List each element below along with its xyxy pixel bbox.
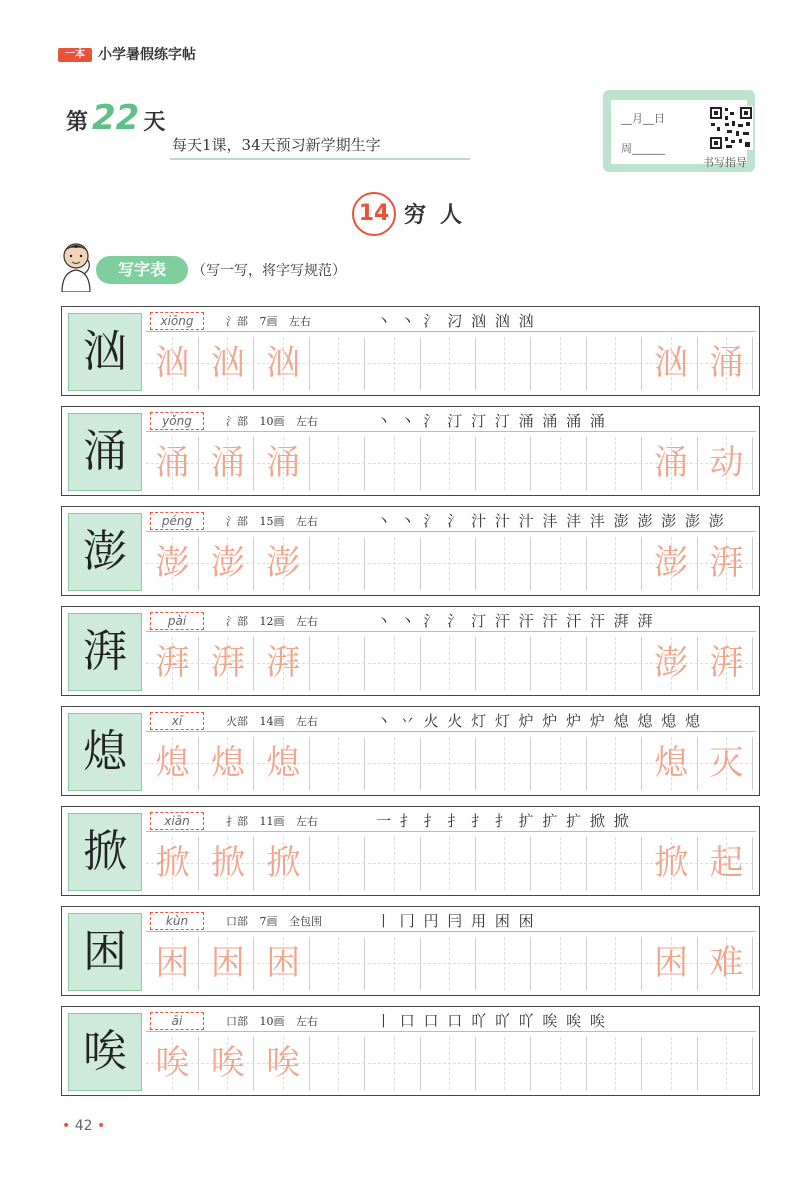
writing-guide-label: 书写指导: [703, 156, 747, 169]
writing-cell[interactable]: [368, 337, 421, 390]
day-heading: [66, 98, 165, 138]
trace-character: 唉: [155, 1043, 190, 1083]
writing-cell[interactable]: [368, 837, 421, 890]
character-info: [146, 509, 756, 532]
pinyin-box: [150, 912, 204, 930]
subtitle: 每天1课，34天预习新学期生字: [172, 136, 381, 154]
structure: 全包围: [289, 915, 322, 928]
trace-character: 唉: [210, 1043, 245, 1083]
word-trace-character: 湃: [709, 543, 744, 583]
practice-row: [61, 906, 760, 996]
pinyin-box: [150, 312, 204, 330]
writing-grid: [146, 937, 756, 991]
character-meta: [226, 713, 318, 729]
practice-row: [61, 306, 760, 396]
model-character-cell: [68, 713, 142, 791]
word-trace-character: 困: [654, 943, 689, 983]
writing-grid: [146, 537, 756, 591]
page-number: • 42 •: [62, 1118, 106, 1134]
character-meta: [226, 313, 311, 329]
pinyin: āi: [171, 1014, 183, 1028]
model-character: 掀: [83, 826, 127, 877]
pinyin: yǒng: [162, 414, 192, 428]
trace-character: 困: [210, 943, 245, 983]
model-character-cell: [68, 613, 142, 691]
book-title: 小学暑假练字帖: [98, 47, 196, 63]
writing-cell[interactable]: [534, 437, 587, 490]
structure: 左右: [296, 715, 318, 728]
writing-cell[interactable]: [368, 737, 421, 790]
pinyin-box: [150, 712, 204, 730]
writing-cell[interactable]: [534, 637, 587, 690]
model-character: 唉: [83, 1026, 127, 1077]
trace-character: 涌: [155, 443, 190, 483]
model-character-cell: [68, 1013, 142, 1091]
writing-cell[interactable]: [312, 437, 365, 490]
writing-cell[interactable]: [478, 437, 531, 490]
radical: 口部: [226, 1015, 248, 1028]
writing-cell[interactable]: [534, 1037, 587, 1090]
date-box: [603, 90, 755, 172]
stroke-order: 丶 丷 火 火 灯 灯 炉 炉 炉 炉 熄 熄 熄 熄: [376, 712, 702, 730]
writing-cell[interactable]: [589, 937, 642, 990]
character-info: [146, 809, 756, 832]
word-trace-character: 澎: [654, 643, 689, 683]
word-trace-character: 澎: [654, 543, 689, 583]
trace-character: 唉: [266, 1043, 301, 1083]
date-week: 周______: [621, 142, 665, 155]
writing-cell[interactable]: [423, 337, 476, 390]
model-character: 汹: [83, 326, 127, 377]
trace-character: 澎: [155, 543, 190, 583]
practice-row: [61, 606, 760, 696]
character-info: [146, 709, 756, 732]
structure: 左右: [296, 515, 318, 528]
structure: 左右: [296, 1015, 318, 1028]
stroke-order: 丶 丶 氵 氵 汀 汗 汗 汗 汗 汗 湃 湃: [376, 612, 655, 630]
writing-grid: [146, 737, 756, 791]
writing-cell[interactable]: [312, 337, 365, 390]
writing-cell[interactable]: [589, 737, 642, 790]
date-inner: [611, 100, 747, 169]
writing-cell[interactable]: [645, 1037, 698, 1090]
section-note: （写一写，将字写规范）: [192, 263, 346, 279]
writing-cell[interactable]: [589, 437, 642, 490]
writing-cell[interactable]: [589, 637, 642, 690]
trace-character: 汹: [155, 343, 190, 383]
writing-grid: [146, 337, 756, 391]
pinyin: kùn: [165, 914, 189, 928]
structure: 左右: [296, 815, 318, 828]
pinyin: pài: [167, 614, 187, 628]
trace-character: 汹: [210, 343, 245, 383]
stroke-order: 丶 丶 氵 汀 汀 汀 涌 涌 涌 涌: [376, 412, 607, 430]
model-character-cell: [68, 913, 142, 991]
structure: 左右: [289, 315, 311, 328]
model-character-cell: [68, 413, 142, 491]
writing-cell[interactable]: [534, 837, 587, 890]
trace-character: 湃: [210, 643, 245, 683]
word-trace-character: 难: [709, 943, 744, 983]
radical: 氵部: [226, 315, 248, 328]
writing-cell[interactable]: [312, 937, 365, 990]
writing-cell[interactable]: [312, 737, 365, 790]
trace-character: 湃: [155, 643, 190, 683]
stroke-order: 丨 冂 円 冃 用 困 困: [376, 912, 536, 930]
writing-cell[interactable]: [589, 337, 642, 390]
writing-cell[interactable]: [534, 537, 587, 590]
writing-cell[interactable]: [478, 937, 531, 990]
writing-cell[interactable]: [478, 737, 531, 790]
practice-row: [61, 706, 760, 796]
model-character: 澎: [83, 526, 127, 577]
writing-cell[interactable]: [368, 437, 421, 490]
stroke-order: 一 扌 扌 扌 扌 扌 扩 扩 扩 掀 掀: [376, 812, 631, 830]
trace-character: 掀: [210, 843, 245, 883]
writing-cell[interactable]: [368, 937, 421, 990]
stroke-count: 15画: [259, 515, 285, 528]
radical: 口部: [226, 915, 248, 928]
writing-cell[interactable]: [368, 1037, 421, 1090]
pinyin: xiōng: [160, 314, 194, 328]
radical: 火部: [226, 715, 248, 728]
word-trace-character: 熄: [654, 743, 689, 783]
trace-character: 掀: [266, 843, 301, 883]
qr-code-icon[interactable]: [709, 106, 753, 150]
character-meta: [226, 1013, 318, 1029]
pinyin: xiān: [164, 814, 190, 828]
pinyin: xī: [171, 714, 183, 728]
pinyin-box: [150, 612, 204, 630]
writing-cell[interactable]: [589, 1037, 642, 1090]
word-trace-character: 掀: [654, 843, 689, 883]
writing-cell[interactable]: [423, 937, 476, 990]
character-meta: [226, 413, 318, 429]
model-character: 困: [83, 926, 127, 977]
stroke-count: 11画: [259, 815, 285, 828]
writing-cell[interactable]: [534, 337, 587, 390]
model-character-cell: [68, 513, 142, 591]
trace-character: 困: [266, 943, 301, 983]
boy-icon: [56, 240, 96, 292]
day-number: 22: [92, 98, 140, 138]
writing-cell[interactable]: [312, 837, 365, 890]
character-meta: [226, 513, 318, 529]
writing-cell[interactable]: [534, 937, 587, 990]
radical: 氵部: [226, 615, 248, 628]
radical: 氵部: [226, 515, 248, 528]
model-character: 熄: [83, 726, 127, 777]
word-trace-character: 汹: [654, 343, 689, 383]
character-info: [146, 909, 756, 932]
writing-cell[interactable]: [423, 437, 476, 490]
writing-grid: [146, 637, 756, 691]
trace-character: 熄: [210, 743, 245, 783]
writing-grid: [146, 837, 756, 891]
stroke-count: 7画: [259, 315, 278, 328]
pinyin: péng: [161, 514, 193, 528]
writing-cell[interactable]: [312, 537, 365, 590]
writing-cell[interactable]: [368, 637, 421, 690]
stroke-count: 10画: [259, 415, 285, 428]
writing-cell[interactable]: [312, 637, 365, 690]
page-number-text: 42: [74, 1118, 93, 1134]
word-trace-character: 灭: [709, 743, 744, 783]
stroke-order: 丨 口 口 口 吖 吖 吖 唉 唉 唉: [376, 1012, 607, 1030]
pinyin-box: [150, 412, 204, 430]
date-month-day: __月__日: [621, 112, 665, 125]
character-info: [146, 409, 756, 432]
word-trace-character: 湃: [709, 643, 744, 683]
writing-cell[interactable]: [423, 737, 476, 790]
writing-cell[interactable]: [478, 337, 531, 390]
trace-character: 涌: [266, 443, 301, 483]
trace-character: 澎: [210, 543, 245, 583]
lesson-number: 14: [352, 192, 396, 236]
writing-cell[interactable]: [478, 537, 531, 590]
subtitle-underline: [170, 158, 470, 160]
model-character: 湃: [83, 626, 127, 677]
writing-cell[interactable]: [423, 537, 476, 590]
writing-cell[interactable]: [423, 1037, 476, 1090]
writing-cell[interactable]: [534, 737, 587, 790]
radical: 氵部: [226, 415, 248, 428]
practice-row: [61, 1006, 760, 1096]
trace-character: 掀: [155, 843, 190, 883]
word-trace-character: 涌: [709, 343, 744, 383]
writing-cell[interactable]: [423, 837, 476, 890]
trace-character: 熄: [266, 743, 301, 783]
character-meta: [226, 613, 318, 629]
writing-cell[interactable]: [368, 537, 421, 590]
practice-row: [61, 506, 760, 596]
word-trace-character: 涌: [654, 443, 689, 483]
stroke-order: 丶 丶 氵 汈 汹 汹 汹: [376, 312, 536, 330]
model-character-cell: [68, 813, 142, 891]
pinyin-box: [150, 512, 204, 530]
character-info: [146, 1009, 756, 1032]
character-info: [146, 309, 756, 332]
writing-cell[interactable]: [423, 637, 476, 690]
character-meta: [226, 813, 318, 829]
writing-cell[interactable]: [312, 1037, 365, 1090]
trace-character: 汹: [266, 343, 301, 383]
trace-character: 涌: [210, 443, 245, 483]
writing-grid: [146, 1037, 756, 1091]
writing-cell[interactable]: [589, 837, 642, 890]
radical: 扌部: [226, 815, 248, 828]
pinyin-box: [150, 1012, 204, 1030]
stroke-count: 10画: [259, 1015, 285, 1028]
brand-badge: 一本: [58, 48, 92, 62]
section-badge: 写字表: [96, 256, 188, 284]
day-prefix: 第: [66, 110, 89, 135]
writing-cell[interactable]: [478, 637, 531, 690]
lesson-title: 穷人: [404, 203, 477, 228]
writing-cell[interactable]: [589, 537, 642, 590]
structure: 左右: [296, 415, 318, 428]
pinyin-box: [150, 812, 204, 830]
trace-character: 湃: [266, 643, 301, 683]
stroke-count: 14画: [259, 715, 285, 728]
trace-character: 熄: [155, 743, 190, 783]
writing-cell[interactable]: [700, 1037, 753, 1090]
model-character-cell: [68, 313, 142, 391]
trace-character: 困: [155, 943, 190, 983]
character-info: [146, 609, 756, 632]
word-trace-character: 动: [709, 443, 744, 483]
writing-cell[interactable]: [478, 1037, 531, 1090]
structure: 左右: [296, 615, 318, 628]
stroke-count: 12画: [259, 615, 285, 628]
practice-row: [61, 806, 760, 896]
writing-grid: [146, 437, 756, 491]
trace-character: 澎: [266, 543, 301, 583]
model-character: 涌: [83, 426, 127, 477]
writing-cell[interactable]: [478, 837, 531, 890]
stroke-order: 丶 丶 氵 氵 汁 汁 汁 沣 沣 沣 澎 澎 澎 澎 澎: [376, 512, 726, 530]
character-meta: [226, 913, 322, 929]
word-trace-character: 起: [709, 843, 744, 883]
practice-row: [61, 406, 760, 496]
day-suffix: 天: [143, 110, 166, 135]
stroke-count: 7画: [259, 915, 278, 928]
